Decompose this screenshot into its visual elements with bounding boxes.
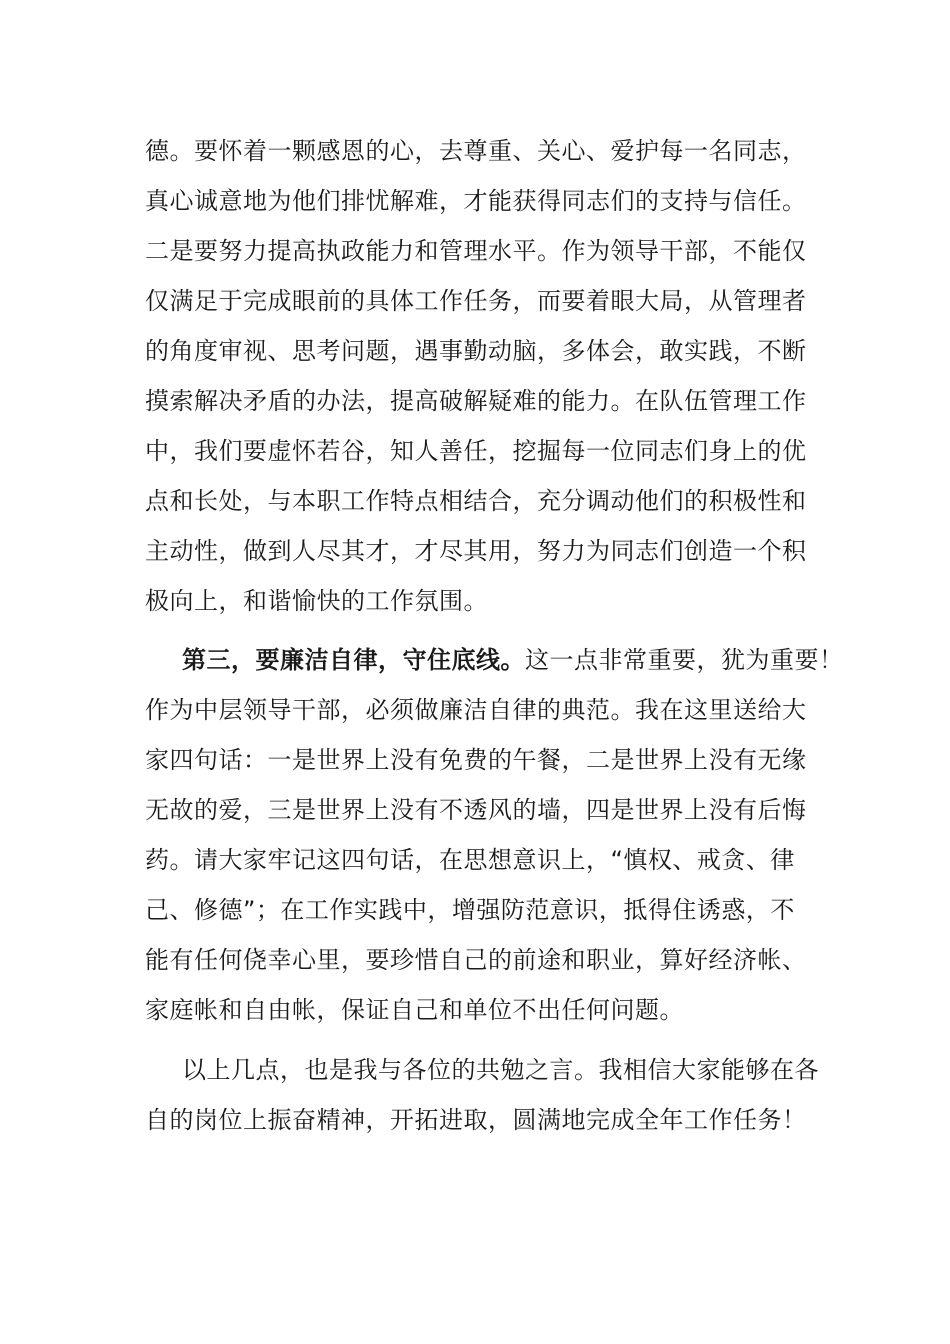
text-line: 主动性，做到人尽其才，才尽其用，努力为同志们创造一个积 xyxy=(145,537,807,565)
text-line: 能有任何侥幸心里，要珍惜自己的前途和职业，算好经济帐、 xyxy=(145,946,807,974)
text-line: 药。请大家牢记这四句话，在思想意识上，“慎权、戒贪、律 xyxy=(145,846,795,874)
text-line: 中，我们要虚怀若谷，知人善任，挖掘每一位同志们身上的优 xyxy=(145,437,807,465)
paragraph-closing xyxy=(145,1045,819,1145)
text-line: 点和长处，与本职工作特点相结合，充分调动他们的积极性和 xyxy=(145,487,807,515)
paragraph-integrity xyxy=(145,635,844,1035)
text-line: 摸索解决矛盾的办法，提高破解疑难的能力。在队伍管理工作 xyxy=(145,387,807,415)
text-line: 己、修德”；在工作实践中，增强防范意识，抵得住诱惑，不 xyxy=(145,896,795,924)
heading-followup-text: 这一点非常重要，犹为重要！ xyxy=(525,646,844,674)
paragraph-first-line xyxy=(145,635,844,685)
text-line: 无故的爱，三是世界上没有不透风的墙，四是世界上没有后悔 xyxy=(145,796,807,824)
paragraph-capability xyxy=(145,126,815,626)
section-heading: 第三，要廉洁自律，守住底线。 xyxy=(182,646,525,674)
text-line: 家庭帐和自由帐，保证自己和单位不出任何问题。 xyxy=(145,996,684,1024)
text-line: 二是要努力提高执政能力和管理水平。作为领导干部，不能仅 xyxy=(145,237,807,265)
text-line: 极向上，和谐愉快的工作氛围。 xyxy=(145,587,488,615)
text-line: 以上几点，也是我与各位的共勉之言。我相信大家能够在各 xyxy=(182,1056,819,1084)
text-line: 仅满足于完成眼前的具体工作任务，而要着眼大局，从管理者 xyxy=(145,287,807,315)
text-line: 德。要怀着一颗感恩的心，去尊重、关心、爱护每一名同志， xyxy=(145,137,807,165)
text-line: 的角度审视、思考问题，遇事勤动脑，多体会，敢实践，不断 xyxy=(145,337,807,365)
text-line: 家四句话：一是世界上没有免费的午餐，二是世界上没有无缘 xyxy=(145,746,807,774)
text-line: 作为中层领导干部，必须做廉洁自律的典范。我在这里送给大 xyxy=(145,696,807,724)
text-line: 自的岗位上振奋精神，开拓进取，圆满地完成全年工作任务！ xyxy=(145,1106,807,1134)
text-line: 真心诚意地为他们排忧解难，才能获得同志们的支持与信任。 xyxy=(145,187,807,215)
